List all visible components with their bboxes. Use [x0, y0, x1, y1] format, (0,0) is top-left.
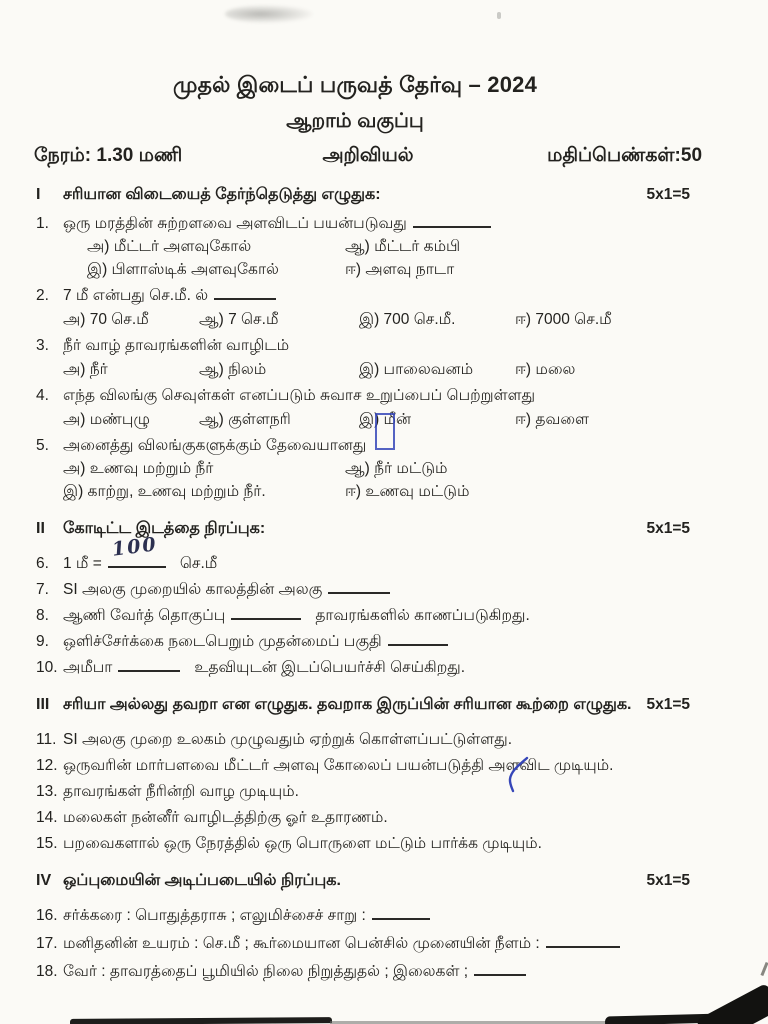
question-text: அனைத்து விலங்குகளுக்கும் தேவையானது: [63, 437, 367, 454]
section-heading: [0, 185, 768, 205]
question-text: பறவைகளால் ஒரு நேரத்தில் ஒரு பொருளை மட்டும் பார்க்க முடியும்.: [63, 835, 542, 852]
question-options: [63, 457, 768, 503]
question-number: 18.: [36, 963, 58, 980]
option-label: அ) 70 செ.மீ: [63, 311, 149, 328]
question-text: SI அலகு முறை உலகம் முழுவதும் ஏற்றுக் கொள்ளப்பட்டுள்ளது.: [63, 731, 513, 748]
section-title: சரியான விடையைத் தேர்ந்தெடுத்து எழுதுக:: [63, 186, 381, 203]
exam-class: ஆறாம் வகுப்பு: [286, 110, 424, 132]
question-text: வேர் : தாவரத்தைப் பூமியில் நிலை நிறுத்துதல் ; இலைகள் ;: [63, 963, 469, 980]
blank-line: [214, 285, 276, 300]
section-title: கோடிட்ட இடத்தை நிரப்புக:: [63, 520, 266, 537]
section-heading: [0, 871, 768, 891]
option-label: ஆ) நிலம்: [199, 361, 267, 378]
section-choose-correct: [0, 185, 768, 503]
exam-subject: அறிவியல்: [322, 145, 414, 166]
question-row: [0, 833, 768, 855]
section-numeral: IV: [36, 872, 52, 889]
question-row: [0, 807, 768, 829]
exam-info-row: [0, 145, 768, 169]
section-marks: 5x1=5: [646, 872, 690, 889]
question-number: 3.: [36, 337, 49, 354]
exam-title: முதல் இடைப் பருவத் தேர்வு – 2024: [172, 72, 538, 97]
question-text: அமீபா: [63, 659, 113, 676]
blank-line: [546, 933, 620, 948]
question-text: SI அலகு முறையில் காலத்தின் அலகு: [63, 581, 323, 598]
question-text: ஒளிச்சேர்க்கை நடைபெறும் முதன்மைப் பகுதி: [63, 633, 382, 650]
section-heading: [0, 519, 768, 539]
question-row: [0, 579, 768, 601]
question-text: ஆணி வேர்த் தொகுப்பு: [63, 607, 226, 624]
question-options: [87, 235, 768, 281]
question-number: 11.: [36, 731, 57, 748]
question-text: ஒருவரின் மார்பளவை மீட்டர் அளவு கோலைப் பயன்படுத்தி அளவிட முடியும்.: [63, 757, 614, 774]
blank-line: [118, 657, 180, 672]
question-row: [0, 933, 768, 955]
question-number: 6.: [36, 555, 49, 572]
question-row: [0, 755, 768, 777]
scan-edge-bottom: [70, 1017, 332, 1024]
pen-mark-tick: [503, 755, 533, 795]
question-text: எந்த விலங்கு செவுள்கள் எனப்படும் சுவாச உறுப்பைப் பெற்றுள்ளது: [63, 387, 536, 404]
question-row: [0, 533, 768, 575]
section-heading: [0, 695, 768, 715]
question-text: 7 மீ என்பது செ.மீ. ல்: [63, 287, 209, 304]
question-row: [0, 631, 768, 653]
option-label: ஈ) மலை: [515, 361, 576, 378]
question-number: 7.: [36, 581, 49, 598]
blank-line: [108, 533, 166, 568]
question-number: 8.: [36, 607, 49, 624]
blank-line: [372, 905, 430, 920]
blank-line: [328, 579, 390, 594]
section-marks: 5x1=5: [646, 520, 690, 537]
question-text-after-blank: தாவரங்களில் காணப்படுகிறது.: [315, 607, 530, 624]
question-text-after-blank: உதவியுடன் இடப்பெயர்ச்சி செய்கிறது.: [194, 659, 466, 676]
option-label: அ) நீர்: [63, 361, 108, 378]
section-title: ஒப்புமையின் அடிப்படையில் நிரப்புக.: [63, 872, 341, 889]
question-row: [0, 335, 768, 357]
question-number: 2.: [36, 287, 49, 304]
question-row: [0, 905, 768, 927]
option-label: அ) உணவு மற்றும் நீர்: [63, 460, 214, 477]
blank-line: [231, 605, 301, 620]
option-label: ஈ) 7000 செ.மீ: [515, 311, 612, 328]
question-options: [63, 308, 768, 331]
question-text: ஒரு மரத்தின் சுற்றளவை அளவிடப் பயன்படுவது: [63, 215, 407, 232]
option-label: இ) பிளாஸ்டிக் அளவுகோல்: [87, 261, 279, 278]
question-number: 4.: [36, 387, 49, 404]
question-text: தாவரங்கள் நீரின்றி வாழ முடியும்.: [63, 783, 299, 800]
option-label: ஈ) அளவு நாடா: [345, 261, 455, 278]
question-options: [63, 408, 768, 431]
option-label: இ) பாலைவனம்: [359, 361, 474, 378]
option-label: ஆ) மீட்டர் கம்பி: [345, 238, 461, 255]
question-number: 14.: [36, 809, 58, 826]
exam-time: நேரம்: 1.30 மணி: [34, 145, 183, 166]
question-number: 16.: [36, 907, 58, 924]
option-label: இ) 700 செ.மீ.: [359, 311, 456, 328]
scan-smudge: [225, 5, 313, 23]
question-row: [0, 961, 768, 983]
question-options: [63, 358, 768, 381]
section-numeral: III: [36, 696, 50, 713]
option-label: ஆ) நீர் மட்டும்: [345, 460, 448, 477]
option-label: ஆ) 7 செ.மீ: [199, 311, 279, 328]
exam-header: [0, 0, 768, 169]
blank-line: [388, 631, 448, 646]
option-label: இ) காற்று, உணவு மற்றும் நீர்.: [63, 483, 266, 500]
question-row: [0, 781, 768, 803]
question-number: 17.: [36, 935, 58, 952]
section-numeral: II: [36, 520, 45, 537]
question-row: [0, 213, 768, 235]
handwritten-answer: 100: [110, 533, 159, 561]
question-number: 5.: [36, 437, 49, 454]
option-label: ஈ) உணவு மட்டும்: [345, 483, 470, 500]
question-text: சர்க்கரை : பொதுத்தராசு ; எலுமிச்சைச் சாறு :: [63, 907, 366, 924]
question-number: 1.: [36, 215, 49, 232]
question-row: [0, 605, 768, 627]
option-label: அ) மீட்டர் அளவுகோல்: [87, 238, 252, 255]
section-marks: 5x1=5: [646, 696, 690, 713]
section-title: சரியா அல்லது தவறா என எழுதுக. தவறாக இருப்பின் சரியான கூற்றை எழுதுக.: [63, 696, 632, 713]
question-number: 12.: [36, 757, 58, 774]
blank-line: [413, 213, 491, 228]
question-row: [0, 285, 768, 307]
question-number: 15.: [36, 835, 58, 852]
option-label: ஆ) குள்ளநரி: [199, 411, 291, 428]
section-fill-blanks: [0, 519, 768, 679]
question-text: 1 மீ =: [63, 555, 102, 572]
exam-total-marks: மதிப்பெண்கள்:50: [547, 145, 703, 166]
section-true-false: [0, 695, 768, 855]
question-row: [0, 385, 768, 407]
option-label: இ) மீன்: [359, 411, 412, 428]
question-number: 13.: [36, 783, 58, 800]
section-numeral: I: [36, 186, 41, 203]
question-row: [0, 729, 768, 751]
question-number: 10.: [36, 659, 58, 676]
question-text: மனிதனின் உயரம் : செ.மீ ; கூர்மையான பென்சில் முனையின் நீளம் :: [63, 935, 540, 952]
pen-mark-rectangle: [375, 413, 395, 450]
blank-line: [474, 961, 526, 976]
section-marks: 5x1=5: [646, 186, 690, 203]
option-label: அ) மண்புழு: [63, 411, 150, 428]
question-row: [0, 657, 768, 679]
section-analogy: [0, 871, 768, 983]
scan-edge-corner: [696, 983, 768, 1024]
question-text: மலைகள் நன்னீர் வாழிடத்திற்கு ஓர் உதாரணம்.: [63, 809, 388, 826]
question-text-after-blank: செ.மீ: [179, 555, 218, 572]
option-label: ஈ) தவளை: [515, 411, 589, 428]
question-number: 9.: [36, 633, 49, 650]
question-text: நீர் வாழ் தாவரங்களின் வாழிடம்: [63, 337, 290, 354]
scan-speck: [497, 12, 501, 19]
